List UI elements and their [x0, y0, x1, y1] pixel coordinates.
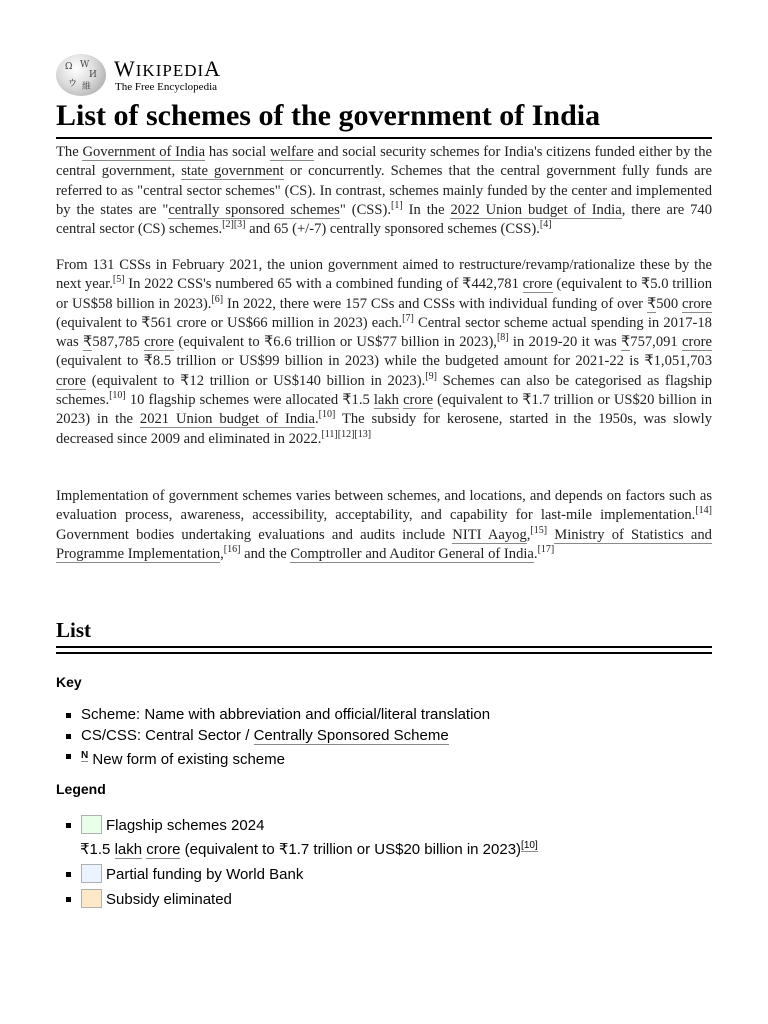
- citation-8[interactable]: [8]: [496, 332, 509, 344]
- link-crore[interactable]: crore: [403, 392, 434, 409]
- link-crore[interactable]: crore: [144, 334, 175, 351]
- link-crore[interactable]: crore: [682, 334, 713, 351]
- citation-16[interactable]: [16]: [223, 544, 241, 556]
- citation-10[interactable]: [10]: [109, 390, 126, 402]
- flagship-funding-note: ₹1.5 lakh crore (equivalent to ₹1.7 trillion or US$20 billion in 2023)[10]: [80, 840, 538, 858]
- key-heading: Key: [56, 674, 82, 690]
- citation-14[interactable]: [14]: [695, 505, 712, 517]
- citation-9[interactable]: [9]: [425, 370, 437, 382]
- key-list: [56, 705, 712, 767]
- link-comptroller-auditor-general[interactable]: Comptroller and Auditor General of India: [290, 545, 534, 562]
- section-divider: [56, 652, 712, 654]
- link-crore[interactable]: crore: [682, 295, 713, 312]
- section-heading-list: List: [56, 618, 92, 642]
- link-state-government[interactable]: state government: [181, 163, 284, 180]
- list-item: $^N$ New form of existing scheme: [56, 746, 712, 767]
- link-rupee[interactable]: ₹: [646, 295, 657, 312]
- citation-7[interactable]: [7]: [402, 313, 414, 325]
- list-item: Scheme: Name with abbreviation and official/literal translation: [56, 705, 712, 726]
- link-lakh[interactable]: lakh: [114, 841, 143, 858]
- link-crore[interactable]: crore: [56, 372, 86, 389]
- intro-paragraph-3: Implementation of government schemes varies between schemes, and locations, and depends on factors such as evaluation process, awareness, accessibility, acceptability, and capability for last-mile implementation.[14] Government bodies undertaking evaluations and audits include NITI Aayog,[15] Ministry of Statistics and Programme Implementation,[16] and the Comptroller and Auditor General of India.[17]: [56, 488, 712, 562]
- flagship-color-swatch: [81, 815, 102, 834]
- section-divider: [56, 646, 712, 648]
- link-rupee[interactable]: ₹: [83, 334, 93, 351]
- link-government-of-india[interactable]: Government of India: [82, 144, 206, 160]
- wikipedia-globe-logo-icon[interactable]: Ω W И ウ 維: [56, 54, 106, 96]
- link-2022-union-budget[interactable]: 2022 Union budget of India: [450, 201, 622, 218]
- citation-1[interactable]: [1]: [391, 200, 403, 212]
- list-item: CS/CSS: Central Sector / Centrally Sponsored Scheme: [56, 726, 712, 747]
- link-centrally-sponsored-schemes[interactable]: centrally sponsored schemes: [168, 201, 340, 218]
- citation-15[interactable]: [15]: [530, 524, 548, 536]
- link-lakh[interactable]: lakh: [373, 392, 399, 409]
- legend-item-flagship: Flagship schemes 2024 ₹1.5 lakh crore (equivalent to ₹1.7 trillion or US$20 billion in 2023)[10]: [56, 815, 712, 860]
- page-title: List of schemes of the government of India: [56, 97, 712, 139]
- site-header[interactable]: [56, 54, 356, 98]
- citation-5[interactable]: [5]: [112, 274, 125, 286]
- link-crore[interactable]: crore: [146, 841, 181, 858]
- legend-item-world-bank: Partial funding by World Bank: [56, 864, 712, 885]
- citation-2-3[interactable]: [2][3]: [222, 219, 246, 231]
- citation-10[interactable]: [10]: [521, 840, 538, 851]
- world-bank-color-swatch: [81, 864, 102, 883]
- new-form-marker[interactable]: N: [81, 750, 89, 761]
- link-niti-aayog[interactable]: NITI Aayog: [452, 526, 527, 543]
- legend-item-subsidy-eliminated: Subsidy eliminated: [56, 889, 712, 910]
- citation-11-12-13[interactable]: [11][12][13]: [321, 428, 372, 440]
- link-welfare[interactable]: welfare: [269, 144, 314, 160]
- legend-list: [56, 815, 712, 914]
- legend-heading: Legend: [56, 781, 106, 797]
- wikipedia-tagline: The Free Encyclopedia: [115, 81, 218, 93]
- link-rupee[interactable]: ₹: [620, 334, 631, 351]
- subsidy-color-swatch: [81, 889, 102, 908]
- link-2021-union-budget[interactable]: 2021 Union budget of India: [139, 411, 315, 428]
- citation-6[interactable]: [6]: [211, 293, 224, 305]
- intro-paragraph-2: From 131 CSSs in February 2021, the union government aimed to restructure/revamp/rationalize these by the next year.[5] In 2022 CSS's numbered 65 with a combined funding of ₹442,781 crore (equivalent to ₹5.0 trillion or US$58 billion in 2023).[6] In 2022, there were 157 CSs and CSSs with individual funding of over ₹500 crore (equivalent to ₹561 crore or US$66 million in 2023) each.[7] Central sector scheme actual spending in 2017-18 was ₹587,785 crore (equivalent to ₹6.6 trillion or US$77 billion in 2023),[8] in 2019-20 it was ₹757,091 crore (equivalent to ₹8.5 trillion or US$99 billion in 2023) while the budgeted amount for 2021-22 is ₹1,051,703 crore (equivalent to ₹12 trillion or US$140 billion in 2023).[9] Schemes can also be categorised as flagship schemes.[10] 10 flagship schemes were allocated ₹1.5 lakh crore (equivalent to ₹1.7 trillion or US$20 billion in 2023) in the 2021 Union budget of India.[10] The subsidy for kerosene, started in the 1950s, was slowly decreased since 2009 and eliminated in 2022.[11][12][13]: [56, 257, 713, 447]
- link-crore[interactable]: crore: [522, 276, 553, 293]
- wikipedia-wordmark[interactable]: WIKIPEDIA: [114, 56, 222, 81]
- intro-paragraph-1: The Government of India has social welfare and social security schemes for India's citizens funded either by the central government, state government or concurrently. Schemes that the central government fully funds are referred to as "central sector schemes" (CS). In contrast, schemes mainly funded by the center and implemented by the states are "centrally sponsored schemes" (CSS).[1] In the 2022 Union budget of India, there are 740 central sector (CS) schemes.[2][3] and 65 (+/-7) centrally sponsored schemes (CSS).[4]: [56, 144, 712, 238]
- link-centrally-sponsored-scheme[interactable]: Centrally Sponsored Scheme: [253, 726, 449, 744]
- citation-4[interactable]: [4]: [539, 219, 552, 231]
- link-ministry-of-statistics[interactable]: Ministry of Statistics and Programme Implementation: [56, 526, 712, 562]
- citation-10[interactable]: [10]: [318, 409, 336, 421]
- citation-17[interactable]: [17]: [537, 544, 555, 556]
